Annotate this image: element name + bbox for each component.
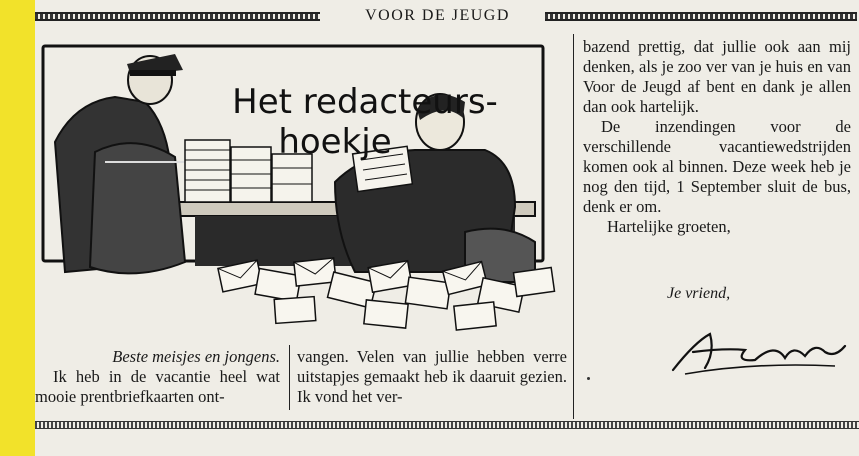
footer-ornament xyxy=(35,421,859,429)
illustration-drawing xyxy=(35,32,575,337)
closing-line: Je vriend, xyxy=(667,285,731,302)
header-ornament-left xyxy=(35,12,320,21)
illustration-title-line2: hoekje xyxy=(278,122,392,162)
editor-corner-illustration xyxy=(35,32,575,337)
magazine-page xyxy=(35,0,859,456)
column-divider-middle xyxy=(289,345,290,410)
column-middle-body: vangen. Velen van jullie hebben verre uitstapjes gemaakt heb ik daaruit gezien. Ik vond het ver- xyxy=(297,347,567,406)
column-left-body: Ik heb in de vacantie heel wat mooie prentbriefkaarten ont- xyxy=(35,367,280,406)
handwritten-signature xyxy=(665,322,850,382)
page-header-title: VOOR DE JEUGD xyxy=(365,7,510,24)
yellow-binding-strip xyxy=(0,0,35,456)
column-divider-right xyxy=(573,34,574,419)
column-left-text xyxy=(35,347,280,407)
ornament-dot xyxy=(587,377,590,380)
column-right-para2: De inzendingen voor de verschillende vacantiewedstrijden komen ook al binnen. Deze week heb je nog den tijd, 1 September sluit de bus, denk er om. xyxy=(583,117,851,216)
column-right-para1: bazend prettig, dat jullie ook aan mij denken, als je zoo ver van je huis en van Voor de Jeugd af bent en dank je allen dan ook hartelijk. xyxy=(583,37,851,116)
illustration-title-line1: Het redacteurs- xyxy=(232,82,498,122)
salutation: Beste meisjes en jongens. xyxy=(112,347,280,366)
header-ornament-right xyxy=(545,12,857,21)
illustration-title xyxy=(205,82,525,162)
greeting: Hartelijke groeten, xyxy=(607,217,731,236)
column-middle-text xyxy=(297,347,567,407)
column-right-text xyxy=(583,37,851,237)
